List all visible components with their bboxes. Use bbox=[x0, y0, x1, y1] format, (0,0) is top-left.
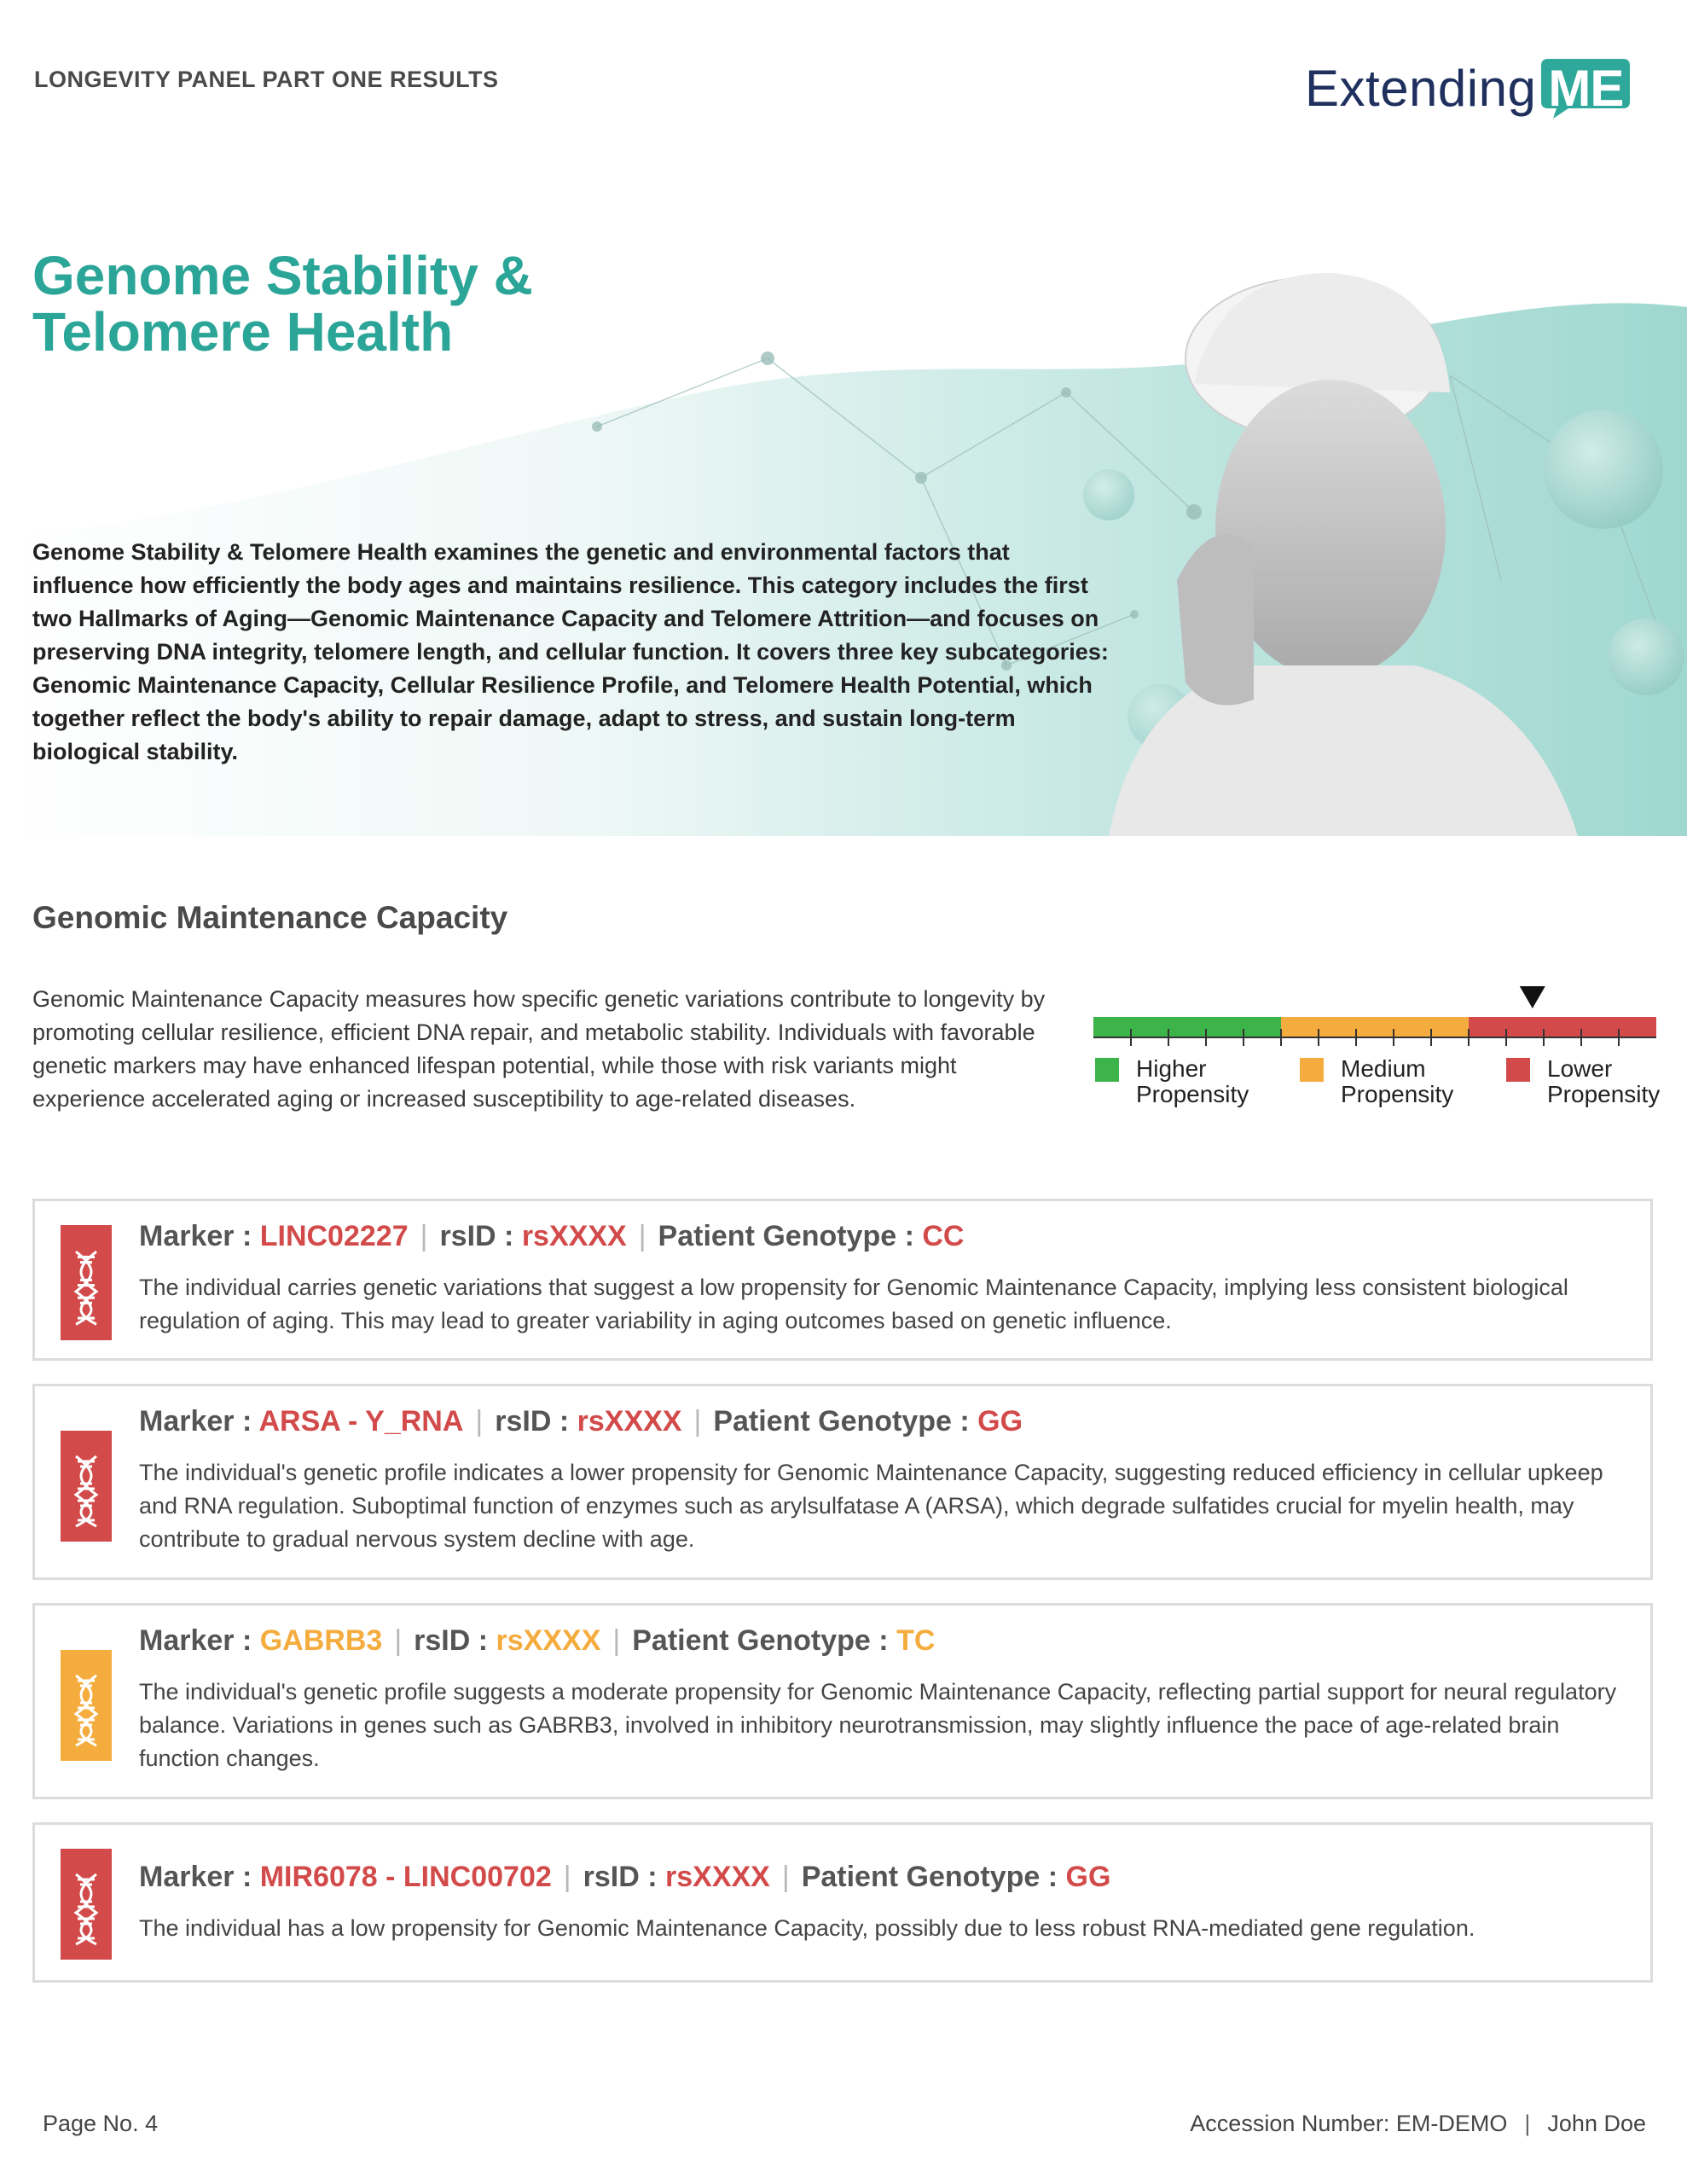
marker-description: The individual has a low propensity for Genomic Maintenance Capacity, possibly due to less robust RNA-mediated gene regulation. bbox=[139, 1915, 1475, 1941]
separator: | bbox=[420, 1220, 428, 1252]
separator: | bbox=[475, 1405, 484, 1438]
rsid-value: rsXXXX bbox=[496, 1624, 601, 1657]
marker-description: The individual's genetic profile suggests a moderate propensity for Genomic Maintenance Capacity, reflecting partial support for neural regulatory balance. Variations in genes such as GABRB3, involved in inhibitory neurotransmission, may slightly influence the pace of age-related brain function changes. bbox=[139, 1679, 1617, 1771]
separator: | bbox=[612, 1624, 621, 1657]
genotype-value: GG bbox=[977, 1405, 1023, 1438]
logo-text: Extending bbox=[1305, 59, 1537, 117]
legend-swatch bbox=[1506, 1058, 1530, 1082]
marker-header bbox=[139, 1405, 1023, 1438]
legend-swatch bbox=[1095, 1058, 1119, 1082]
footer-info bbox=[1190, 2111, 1646, 2137]
marker-description: The individual's genetic profile indicates a lower propensity for Genomic Maintenance Capacity, suggesting reduced efficiency in cellular upkeep and RNA regulation. Suboptimal function of enzymes such as arylsulfatase A (ARSA), which degrade sulfatides crucial for myelin health, may contribute to gradual nervous system decline with age. bbox=[139, 1460, 1603, 1552]
genotype-label: Patient Genotype : bbox=[632, 1624, 889, 1657]
propensity-bar-lower bbox=[1469, 1017, 1656, 1037]
marker-card bbox=[32, 1603, 1653, 1799]
legend-swatch bbox=[1300, 1058, 1324, 1082]
report-title: LONGEVITY PANEL PART ONE RESULTS bbox=[34, 67, 499, 92]
legend-label: Lower Propensity bbox=[1547, 1055, 1661, 1107]
dna-icon bbox=[61, 1650, 112, 1761]
marker-card bbox=[32, 1384, 1653, 1580]
marker-name: ARSA - Y_RNA bbox=[258, 1405, 464, 1438]
marker-header bbox=[139, 1220, 964, 1253]
propensity-bar bbox=[1093, 979, 1656, 1048]
scale-indicator-icon bbox=[1520, 986, 1545, 1008]
patient-name: John Doe bbox=[1547, 2111, 1646, 2136]
genotype-label: Patient Genotype : bbox=[658, 1220, 914, 1252]
marker-description: The individual carries genetic variations that suggest a low propensity for Genomic Maintenance Capacity, implying less consistent biological regulation of aging. This may lead to greater variability in aging outcomes based on genetic influence. bbox=[139, 1275, 1568, 1333]
intro-paragraph: Genome Stability & Telomere Health examines the genetic and environmental factors that influence how efficiently the body ages and maintains resilience. This category includes the first two Hallmarks of Aging—Genomic Maintenance Capacity and Telomere Attrition—and focuses on preserving DNA integrity, telomere length, and cellular function. It covers three key subcategories: Genomic Maintenance Capacity, Cellular Resilience Profile, and Telomere Health Potential, which together reflect the body's ability to repair damage, adapt to stress, and sustain long-term biological stability. bbox=[32, 539, 1109, 764]
legend-item bbox=[1095, 1056, 1249, 1107]
marker-header bbox=[139, 1624, 935, 1658]
separator: | bbox=[781, 1861, 790, 1893]
rsid-label: rsID : bbox=[583, 1861, 658, 1893]
legend-label: Higher Propensity bbox=[1136, 1055, 1249, 1107]
legend-item bbox=[1506, 1056, 1660, 1107]
section-description: Genomic Maintenance Capacity measures how specific genetic variations contribute to longevity by promoting cellular resilience, efficient DNA repair, and metabolic stability. Individuals with favorable genetic markers may have enhanced lifespan potential, while those with risk variants might experience accelerated aging or increased susceptibility to age-related diseases. bbox=[32, 986, 1046, 1112]
genotype-value: CC bbox=[922, 1220, 965, 1252]
dna-icon bbox=[61, 1431, 112, 1542]
rsid-value: rsXXXX bbox=[665, 1861, 770, 1893]
marker-card bbox=[32, 1822, 1653, 1983]
accession-number: Accession Number: EM-DEMO bbox=[1190, 2111, 1508, 2136]
page-title: Genome Stability & Telomere Health bbox=[32, 245, 533, 363]
logo-badge: ME bbox=[1539, 55, 1632, 120]
legend-label: Medium Propensity bbox=[1341, 1055, 1454, 1107]
propensity-bar-medium bbox=[1281, 1017, 1469, 1037]
footer-separator: | bbox=[1524, 2111, 1531, 2136]
marker-name: LINC02227 bbox=[259, 1220, 409, 1252]
genotype-label: Patient Genotype : bbox=[713, 1405, 970, 1438]
genotype-label: Patient Genotype : bbox=[801, 1861, 1058, 1893]
rsid-value: rsXXXX bbox=[577, 1405, 682, 1438]
marker-name: MIR6078 - LINC00702 bbox=[259, 1861, 552, 1893]
separator: | bbox=[693, 1405, 702, 1438]
legend-item bbox=[1300, 1056, 1453, 1107]
page-number: Page No. 4 bbox=[43, 2111, 159, 2136]
section-title: Genomic Maintenance Capacity bbox=[32, 900, 508, 935]
genotype-value: GG bbox=[1065, 1861, 1111, 1893]
separator: | bbox=[563, 1861, 571, 1893]
marker-card bbox=[32, 1199, 1653, 1361]
separator: | bbox=[638, 1220, 646, 1252]
genotype-value: TC bbox=[896, 1624, 936, 1657]
propensity-scale bbox=[1093, 979, 1661, 1124]
marker-label: Marker : bbox=[139, 1861, 252, 1893]
marker-header bbox=[139, 1861, 1110, 1894]
marker-label: Marker : bbox=[139, 1624, 252, 1657]
rsid-label: rsID : bbox=[414, 1624, 489, 1657]
rsid-value: rsXXXX bbox=[521, 1220, 627, 1252]
marker-name: GABRB3 bbox=[259, 1624, 383, 1657]
marker-label: Marker : bbox=[139, 1220, 252, 1252]
dna-icon bbox=[61, 1225, 112, 1340]
marker-label: Marker : bbox=[139, 1405, 252, 1438]
rsid-label: rsID : bbox=[495, 1405, 570, 1438]
rsid-label: rsID : bbox=[439, 1220, 514, 1252]
separator: | bbox=[394, 1624, 403, 1657]
dna-icon bbox=[61, 1849, 112, 1960]
propensity-bar-higher bbox=[1093, 1017, 1281, 1037]
extendingme-logo bbox=[1305, 49, 1632, 126]
